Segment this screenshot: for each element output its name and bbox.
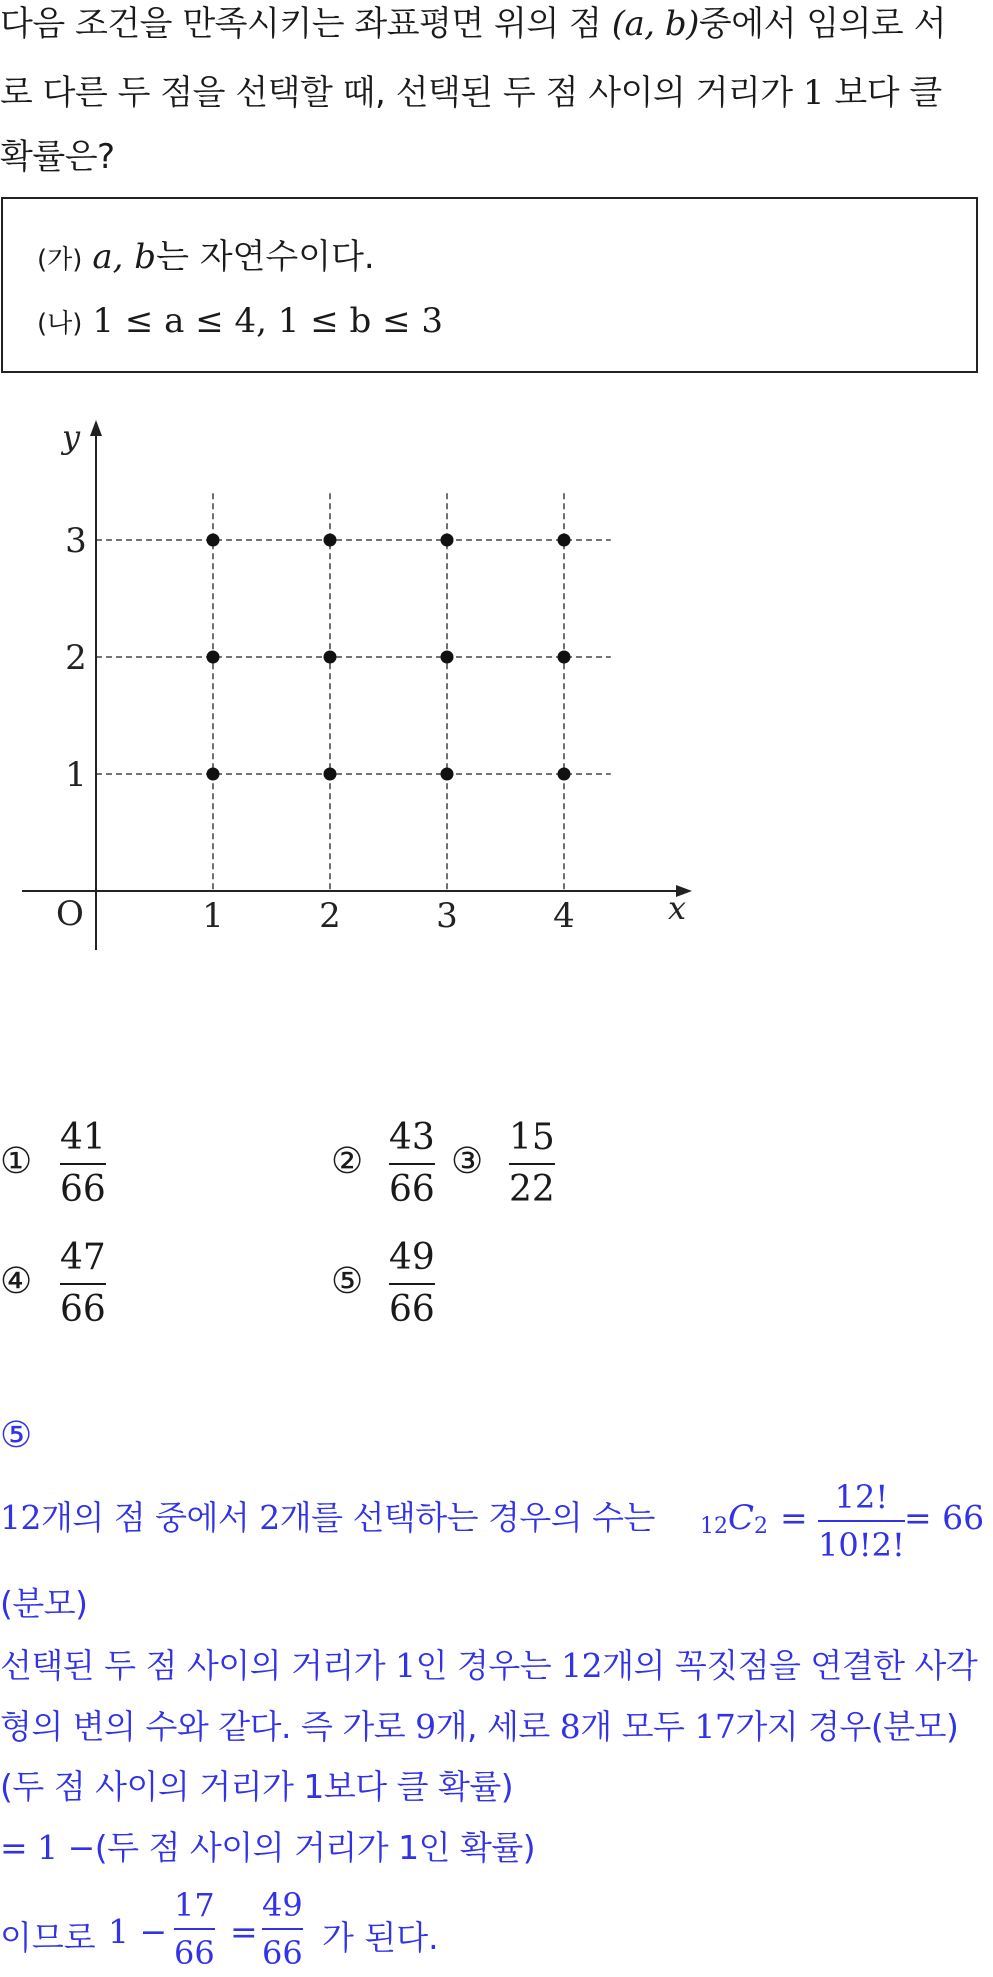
choice-4[interactable] [0,1237,200,1337]
combination-prefix: 12 [700,1514,728,1539]
fraction-bar [60,1163,106,1165]
choice-fraction [389,1117,435,1211]
solution-text: (분모) [0,1584,88,1623]
fraction-bar [389,1283,435,1285]
solution-line-7 [0,1886,460,1976]
solution-text: (두 점 사이의 거리가 1보다 클 확률) [0,1767,514,1806]
choice-fraction [509,1117,555,1211]
choice-number: ② [331,1141,364,1182]
solution-text: 개 모두 [580,1707,695,1746]
question-text: 로 다른 두 점을 선택할 때, 선택된 두 점 사이의 거리가 [0,73,803,113]
fraction-bar [389,1163,435,1165]
solution-text: 개를 선택하는 경우의 수는 [279,1498,655,1537]
distance-value: 1 [395,1646,416,1685]
count-number: 9 [415,1707,436,1746]
x-tick-label: 3 [436,896,458,936]
lattice-point [558,651,571,664]
y-tick-label: 2 [65,638,87,678]
fraction-denominator: 66 [60,1169,106,1210]
fraction-bar [60,1283,106,1285]
solution-text: 가 된다. [322,1918,439,1957]
condition-na [37,301,443,344]
lattice-point [324,768,337,781]
lattice-point [207,534,220,547]
fraction-bar [174,1928,215,1930]
choice-number: ⑤ [331,1261,364,1302]
choice-3[interactable] [451,1117,601,1217]
fraction-bar [818,1520,905,1522]
solution-line-2 [0,1584,88,1624]
choice-fraction [60,1237,106,1331]
x-tick-label: 4 [553,896,575,936]
condition-math: a, b [92,237,157,277]
question-line-2 [0,73,942,113]
fraction-numerator: 12! [834,1478,889,1516]
math-expression: 1 − [108,1912,168,1951]
choice-2[interactable] [331,1117,451,1217]
solution-line-5 [0,1767,513,1807]
solution-line-1 [0,1498,655,1538]
lattice-point [207,651,220,664]
fraction-numerator: 15 [509,1117,555,1158]
x-tick-label: 1 [202,896,224,936]
choice-fraction [60,1117,106,1211]
y-axis-label: y [62,418,81,456]
y-tick-label: 3 [65,521,87,561]
solution-text: 가지 경우(분모) [735,1707,959,1746]
solution-text: 개, 세로 [435,1707,560,1746]
equals-sign: = [230,1912,258,1951]
lattice-point [558,768,571,781]
count-number: 12 [561,1646,603,1685]
combination-symbol: C [728,1498,755,1538]
solution-line-3 [0,1646,977,1686]
fraction-bar [262,1928,303,1930]
result-fraction-2 [262,1886,303,1972]
fraction-denominator: 66 [60,1289,106,1330]
question-line-1 [0,4,946,44]
fraction-denominator: 66 [389,1289,435,1330]
fraction-bar [509,1163,555,1165]
count-number: 2 [259,1498,280,1537]
y-axis-arrow [90,420,102,436]
result-fraction-1 [174,1886,215,1972]
solution-text: 형의 변의 수와 같다. 즉 가로 [0,1707,416,1746]
lattice-point [324,651,337,664]
fraction-denominator: 66 [389,1169,435,1210]
solution-text: 인 경우는 [415,1646,562,1685]
combination-fraction [818,1478,905,1564]
distance-value: 1 [802,73,825,113]
x-axis-label: x [668,889,687,927]
choice-5[interactable] [331,1237,491,1337]
lattice-point [441,651,454,664]
fraction-denominator: 66 [174,1934,215,1972]
choice-1[interactable] [0,1117,200,1217]
choice-number: ① [0,1141,33,1182]
fraction-denominator: 66 [262,1934,303,1972]
fraction-numerator: 47 [60,1237,106,1278]
equals-sign: = [780,1498,808,1537]
condition-tag: (가) [37,245,83,275]
conditions-box [1,197,978,373]
question-text: 중에서 임의로 서 [698,4,946,44]
fraction-numerator: 43 [389,1117,435,1158]
solution-text: 선택된 두 점 사이의 거리가 [0,1646,396,1685]
choice-fraction [389,1237,435,1331]
solution-text: 개의 점 중에서 [41,1498,260,1537]
solution-line-6 [0,1828,535,1868]
solution-text: 개의 꼭짓점을 연결한 사각 [602,1646,978,1685]
solution-text: (두 점 사이의 거리가 1인 확률) [94,1828,536,1867]
point-notation: (a, b) [611,4,699,44]
origin-label: O [56,894,84,934]
question-line-3 [0,137,115,177]
condition-ga [37,237,375,280]
count-number: 8 [559,1707,581,1746]
question-text: 다음 조건을 만족시키는 좌표평면 위의 점 [0,4,612,44]
combination-result: = 66 [904,1498,985,1537]
coordinate-plane [0,410,720,970]
fraction-numerator: 49 [262,1886,303,1924]
choice-number: ③ [451,1141,484,1182]
condition-tag: (나) [37,309,83,339]
lattice-point [441,768,454,781]
solution-text: 이므로 [0,1918,96,1957]
choice-number: ④ [0,1261,33,1302]
solution-answer [0,1416,32,1456]
combination-suffix: 2 [754,1514,768,1539]
lattice-point [207,768,220,781]
count-number: 17 [694,1707,736,1746]
count-number: 12 [0,1498,41,1537]
lattice-point [324,534,337,547]
y-tick-label: 1 [65,755,87,795]
answer-mark: ⑤ [0,1415,32,1456]
question-text: 확률은? [0,137,115,177]
fraction-numerator: 41 [60,1117,106,1158]
fraction-numerator: 17 [174,1886,215,1924]
math-expression: = 1 − [0,1828,95,1867]
x-tick-label: 2 [319,896,341,936]
solution-line-4 [0,1707,958,1747]
condition-text: 는 자연수이다. [156,237,375,277]
fraction-numerator: 49 [389,1237,435,1278]
condition-math: 1 ≤ a ≤ 4, 1 ≤ b ≤ 3 [92,301,443,341]
question-text: 보다 클 [824,73,942,113]
lattice-point [441,534,454,547]
lattice-point [558,534,571,547]
fraction-denominator: 10!2! [818,1526,905,1564]
fraction-denominator: 22 [509,1169,555,1210]
